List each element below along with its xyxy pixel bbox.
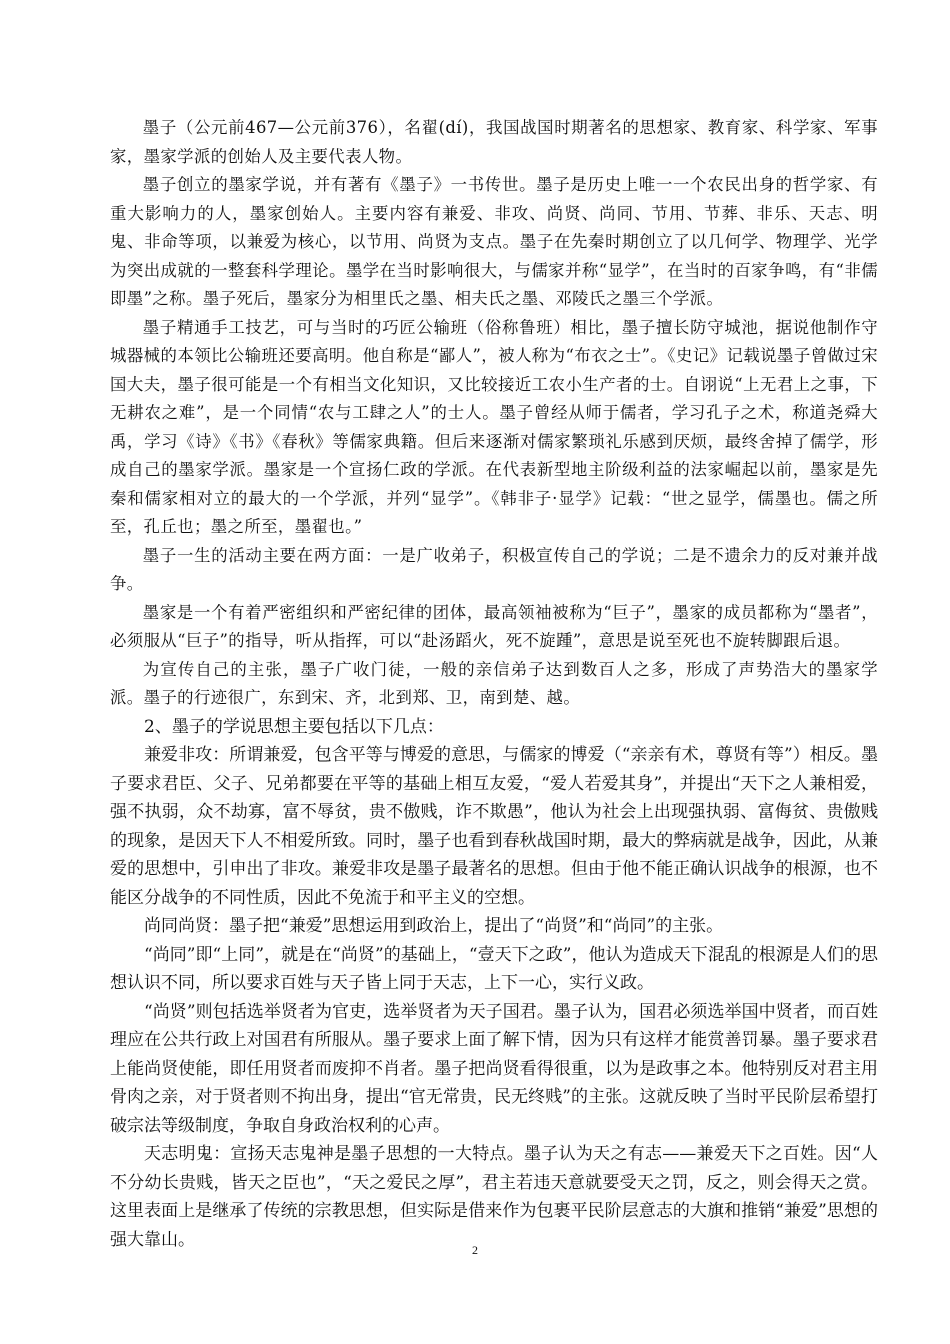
- paragraph-organization: 墨家是一个有着严密组织和严密纪律的团体，最高领袖被称为“巨子”，墨家的成员都称为“墨者”，必须服从“巨子”的指导，听从指挥，可以“赴汤蹈火，死不旋踵”，意思是说至死也不旋转脚跟后退。: [110, 602, 878, 650]
- paragraph-craftsmanship: 墨子精通手工技艺，可与当时的巧匠公输班（俗称鲁班）相比，墨子擅长防守城池，据说他制作守城器械的本领比公输班还要高明。他自称是“鄙人”，被人称为“布衣之士”。《史记》记载说墨子曾做过宋国大夫，墨子很可能是一个有相当文化知识，又比较接近工农小生产者的士。自诩说“上无君上之事，下无耕农之难”，是一个同情“农与工肆之人”的士人。墨子曾经从师于儒者，学习孔子之术，称道尧舜大禹，学习《诗》《书》《春秋》等儒家典籍。但后来逐渐对儒家繁琐礼乐感到厌烦，最终舍掉了儒学，形成自己的墨家学派。墨家是一个宣扬仁政的学派。在代表新型地主阶级利益的法家崛起以前，墨家是先秦和儒家相对立的最大的一个学派，并列“显学”。《韩非子·显学》记载：“世之显学，儒墨也。儒之所至，孔丘也；墨之所至，墨翟也。”: [110, 317, 878, 536]
- document-body: [110, 114, 878, 1254]
- paragraph-mohist-school: 墨子创立的墨家学说，并有著有《墨子》一书传世。墨子是历史上唯一一个农民出身的哲学家、有重大影响力的人，墨家创始人。主要内容有兼爱、非攻、尚贤、尚同、节用、节葬、非乐、天志、明鬼、非命等项，以兼爱为核心，以节用、尚贤为支点。墨子在先秦时期创立了以几何学、物理学、光学为突出成就的一整套科学理论。墨学在当时影响很大，与儒家并称“显学”，在当时的百家争鸣，有“非儒即墨”之称。墨子死后，墨家分为相里氏之墨、相夫氏之墨、邓陵氏之墨三个学派。: [110, 175, 878, 308]
- paragraph-shangtong-shangxian: 尚同尚贤：墨子把“兼爱”思想运用到政治上，提出了“尚贤”和“尚同”的主张。: [144, 916, 724, 936]
- paragraph-shangxian: “尚贤”则包括选举贤者为官吏，选举贤者为天子国君。墨子认为，国君必须选举国中贤者，而百姓理应在公共行政上对国君有所服从。墨子要求上面了解下情，因为只有这样才能赏善罚暴。墨子要求君上能尚贤使能，即任用贤者而废抑不肖者。墨子把尚贤看得很重，以为是政事之本。他特别反对君主用骨肉之亲，对于贤者则不拘出身，提出“官无常贵，民无终贱”的主张。这就反映了当时平民阶层希望打破宗法等级制度，争取自身政治权利的心声。: [110, 1001, 878, 1136]
- page-number: 2: [472, 1243, 478, 1257]
- paragraph-shangtong: “尚同”即“上同”，就是在“尚贤”的基础上，“壹天下之政”，他认为造成天下混乱的根源是人们的思想认识不同，所以要求百姓与天子皆上同于天志，上下一心，实行义政。: [110, 944, 878, 993]
- section-heading-doctrines: 2、墨子的学说思想主要包括以下几点：: [144, 716, 444, 737]
- paragraph-activities: 墨子一生的活动主要在两方面：一是广收弟子，积极宣传自己的学说；二是不遗余力的反对兼并战争。: [110, 545, 878, 593]
- paragraph-heaven-will: 天志明鬼：宣扬天志鬼神是墨子思想的一大特点。墨子认为天之有志——兼爱天下之百姓。因“人不分幼长贵贱，皆天之臣也”，“天之爱民之厚”，君主若违天意就要受天之罚，反之，则会得天之赏。这里表面上是继承了传统的宗教思想，但实际是借来作为包裹平民阶层意志的大旗和推销“兼爱”思想的强大靠山。: [110, 1144, 878, 1250]
- paragraph-disciples: 为宣传自己的主张，墨子广收门徒，一般的亲信弟子达到数百人之多，形成了声势浩大的墨家学派。墨子的行迹很广，东到宋、齐，北到郑、卫，南到楚、越。: [110, 659, 878, 707]
- paragraph-intro: 墨子（公元前467—公元前376），名翟(dí)，我国战国时期著名的思想家、教育家、科学家、军事家，墨家学派的创始人及主要代表人物。: [110, 118, 878, 166]
- paragraph-universal-love: 兼爱非攻：所谓兼爱，包含平等与博爱的意思，与儒家的博爱（“亲亲有术，尊贤有等”）相反。墨子要求君臣、父子、兄弟都要在平等的基础上相互友爱，“爱人若爱其身”，并提出“天下之人兼相爱，强不执弱，众不劫寡，富不辱贫，贵不傲贱，诈不欺愚”，他认为社会上出现强执弱、富侮贫、贵傲贱的现象，是因天下人不相爱所致。同时，墨子也看到春秋战国时期，最大的弊病就是战争，因此，从兼爱的思想中，引申出了非攻。兼爱非攻是墨子最著名的思想。但由于他不能正确认识战争的根源，也不能区分战争的不同性质，因此不免流于和平主义的空想。: [110, 745, 878, 908]
